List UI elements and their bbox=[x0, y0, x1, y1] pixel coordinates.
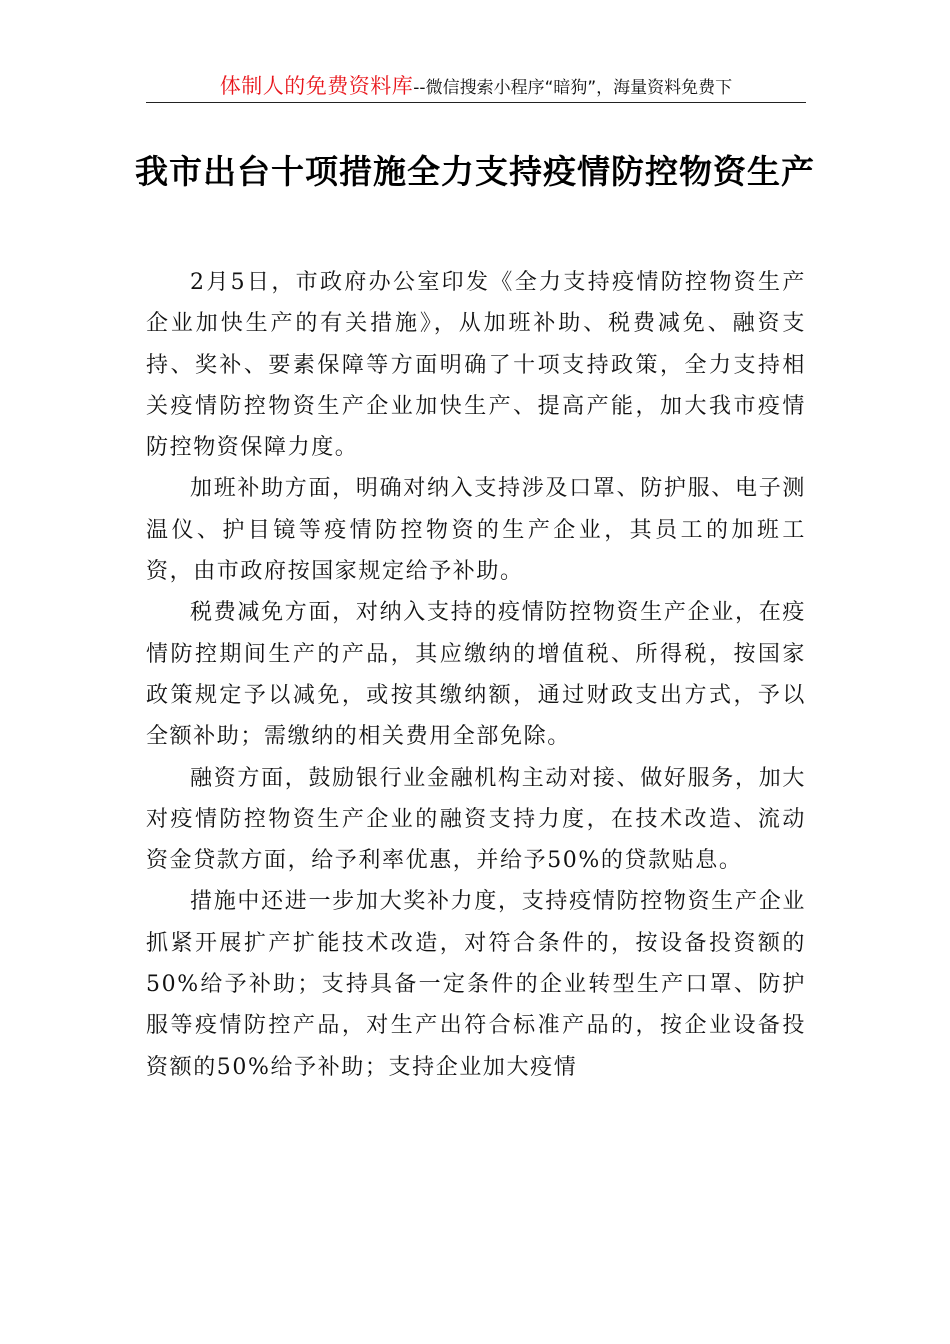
paragraph-tax-relief: 税费减免方面，对纳入支持的疫情防控物资生产企业，在疫情防控期间生产的产品，其应缴纳的增值税、所得税，按国家政策规定予以减免，或按其缴纳额，通过财政支出方式，予以全额补助；需缴纳的相关费用全部免除。 bbox=[146, 600, 806, 750]
page-header bbox=[146, 70, 806, 103]
header-brand: 体制人的免费资料库 bbox=[219, 74, 414, 98]
paragraph-intro: 2月5日，市政府办公室印发《全力支持疫情防控物资生产企业加快生产的有关措施》，从加班补助、税费减免、融资支持、奖补、要素保障等方面明确了十项支持政策，全力支持相关疫情防控物资生产企业加快生产、提高产能，加大我市疫情防控物资保障力度。 bbox=[146, 270, 806, 461]
paragraph-rewards: 措施中还进一步加大奖补力度，支持疫情防控物资生产企业抓紧开展扩产扩能技术改造，对符合条件的，按设备投资额的50%给予补助；支持具备一定条件的企业转型生产口罩、防护服等疫情防控产品，对生产出符合标准产品的，按企业设备投资额的50%给予补助；支持企业加大疫情 bbox=[146, 889, 806, 1080]
paragraph-overtime-subsidy: 加班补助方面，明确对纳入支持涉及口罩、防护服、电子测温仪、护目镜等疫情防控物资的生产企业，其员工的加班工资，由市政府按国家规定给予补助。 bbox=[146, 476, 806, 585]
document-body bbox=[146, 262, 806, 1088]
header-tagline: --微信搜索小程序“暗狗”，海量资料免费下 bbox=[413, 78, 733, 98]
paragraph-financing: 融资方面，鼓励银行业金融机构主动对接、做好服务，加大对疫情防控物资生产企业的融资支持力度，在技术改造、流动资金贷款方面，给予利率优惠，并给予50%的贷款贴息。 bbox=[146, 765, 806, 874]
document-title: 我市出台十项措施全力支持疫情防控物资生产 bbox=[135, 152, 815, 192]
